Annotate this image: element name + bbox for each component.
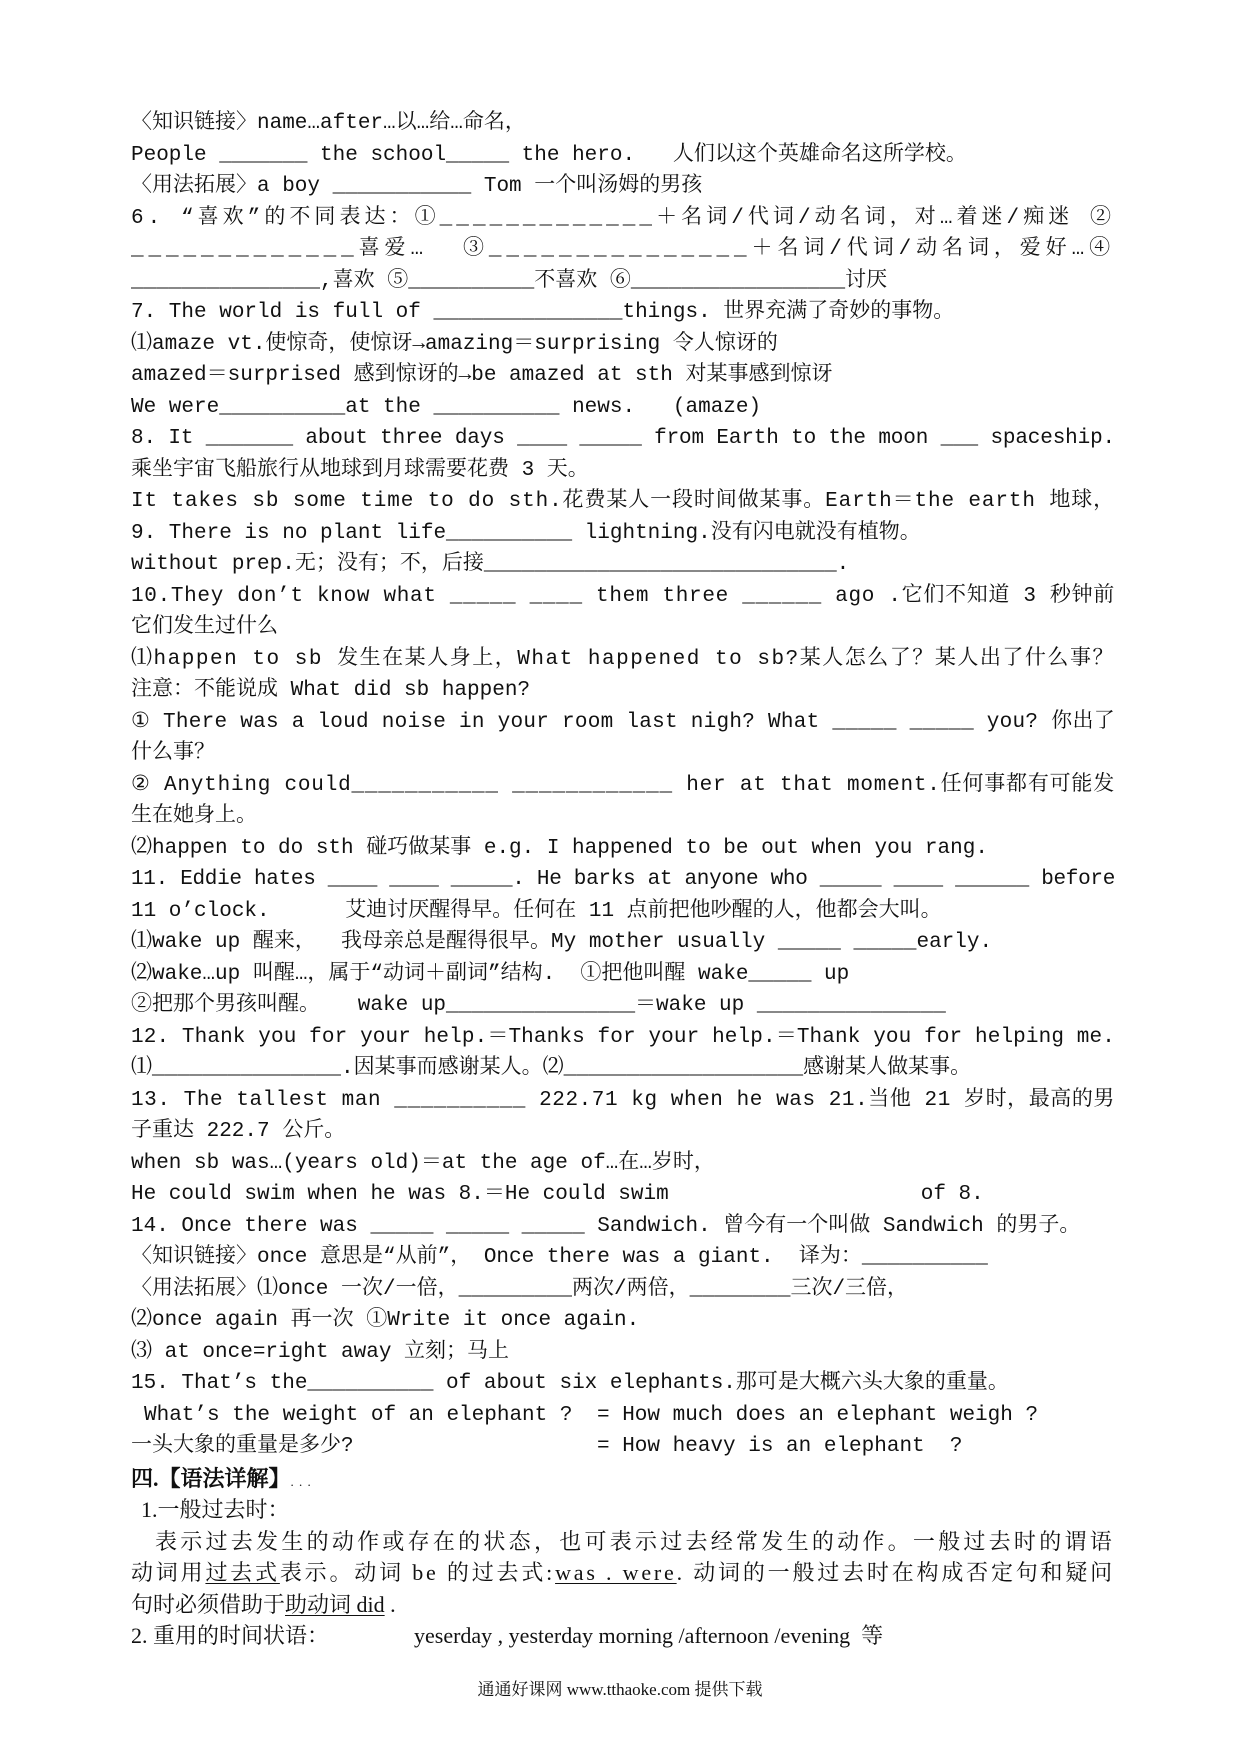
- line-text: 〈知识链接〉name…after…以…给…命名，: [131, 112, 526, 135]
- text-line: [131, 234, 1116, 266]
- weight-question-zh-line: [131, 1431, 1116, 1463]
- line-text: 生在她身上。: [131, 805, 257, 828]
- line-text: 12. Thank you for your help.＝Thanks for your help.＝Thank you for helping me.: [131, 1025, 1115, 1049]
- text-run: . 动词的一般过去时在构成否定句和疑问: [676, 1560, 1115, 1585]
- line-text: 〈用法拓展〉a boy ___________ Tom 一个叫汤姆的男孩: [131, 175, 703, 198]
- text-line: [131, 959, 1116, 991]
- underlined-term: was . were: [555, 1560, 677, 1585]
- text-line: [131, 644, 1116, 676]
- line-text: 11. Eddie hates ____ ____ _____. He barks at anyone who _____ ____ ______ before: [131, 868, 1115, 891]
- item-15-line: [131, 1368, 1116, 1400]
- item-14-line: [131, 1211, 1116, 1243]
- item-12-line: [131, 1022, 1116, 1054]
- line-text: ② Anything could___________ ____________ her at that moment.任何事都有可能发: [131, 773, 1115, 797]
- grammar-item-1-paragraph-line: [131, 1589, 1116, 1621]
- text-line: [131, 612, 1116, 644]
- line-text: 9. There is no plant life__________ lightning.没有闪电就没有植物。: [131, 521, 921, 545]
- weight-question-en: What’s the weight of an elephant ?: [144, 1403, 573, 1427]
- line-text: ⑵wake…up 叫醒…，属于“动词＋副词”结构. ①把他叫醒 wake_____ up: [131, 962, 850, 986]
- line-text: _______________,喜欢 ⑤__________不喜欢 ⑥_________________讨厌: [131, 269, 888, 293]
- line-text: when sb was…(years old)＝at the age of…在…岁时，: [131, 1151, 715, 1175]
- text-line: [131, 486, 1116, 518]
- grammar-heading: [131, 1463, 1116, 1495]
- line-text: 〈用法拓展〉⑴once 一次/一倍，_________两次/两倍，________三次/三倍，: [131, 1277, 909, 1301]
- weight-question-en-alt: = How much does an elephant weigh ?: [597, 1403, 1039, 1427]
- page-footer: 通通好课网 www.tthaoke.com 提供下载: [477, 1680, 763, 1699]
- text-run: 动词用: [131, 1560, 206, 1585]
- line-text: It takes sb some time to do sth.花费某人一段时间做某事。Earth＝the earth 地球，: [131, 490, 1115, 513]
- text-line: [131, 455, 1116, 487]
- line-text: 注意：不能说成 What did sb happen?: [131, 679, 531, 702]
- weight-question-zh: 一头大象的重量是多少?: [131, 1435, 354, 1458]
- line-text: 它们发生过什么: [131, 616, 278, 639]
- text-line: [131, 1116, 1116, 1148]
- item-13-line: [131, 1085, 1116, 1117]
- line-text: 13. The tallest man __________ 222.71 kg when he was 21.当他 21 岁时，最高的男: [131, 1088, 1115, 1112]
- line-text: ① There was a loud noise in your room last nigh? What _____ _____ you? 你出了: [131, 710, 1115, 734]
- worksheet-body: [131, 108, 1116, 1652]
- grammar-heading-text: 四.【语法详解】: [131, 1465, 291, 1491]
- weight-question-en-line: [131, 1400, 1116, 1432]
- text-run: 句时必须借助于: [131, 1591, 286, 1617]
- line-text: We were__________at the __________ news. (amaze): [131, 395, 762, 419]
- item-9-line: [131, 518, 1116, 550]
- line-text: ⑵once again 再一次 ①Write it once again.: [131, 1309, 640, 1332]
- item-10-line: [131, 581, 1116, 613]
- item-11-line: [131, 864, 1116, 896]
- text-line: [131, 1179, 1116, 1211]
- line-text: ⑴happen to sb 发生在某人身上，What happened to sb?某人怎么了？某人出了什么事？: [131, 647, 1115, 671]
- text-line: [131, 801, 1116, 833]
- line-text: 7. The world is full of _______________things. 世界充满了奇妙的事物。: [131, 301, 955, 324]
- item-6-line: [131, 203, 1116, 235]
- line-text: ⑴wake up 醒来， 我母亲总是醒得很早。My mother usually _____ _____early.: [131, 931, 993, 954]
- line-text: ⑴_______________.因某事而感谢某人。⑵___________________感谢某人做某事。: [131, 1057, 972, 1080]
- usage-extension-line: [131, 1274, 1116, 1306]
- text-line: [131, 927, 1116, 959]
- knowledge-link-line: [131, 108, 1116, 140]
- line-text: ②把那个男孩叫醒。 wake up_______________＝wake up _______________: [131, 994, 946, 1017]
- grammar-heading-dots: . . .: [290, 1473, 312, 1489]
- text-line: [131, 392, 1116, 424]
- text-line: [131, 1053, 1116, 1085]
- line-text: [131, 1557, 1115, 1589]
- text-line: [131, 738, 1116, 770]
- text-line: [131, 990, 1116, 1022]
- line-text: He could swim when he was 8.＝He could swim of 8.: [131, 1183, 984, 1206]
- line-text: 表示过去发生的动作或存在的状态，也可表示过去经常发生的动作。一般过去时的谓语: [155, 1528, 1115, 1554]
- line-text: 子重达 222.7 公斤。: [131, 1120, 346, 1143]
- underlined-term: 助动词 did: [285, 1591, 385, 1617]
- line-text: _____________喜爱… ③_______________＋名词/代词/动名词，爱好…④: [131, 238, 1115, 261]
- item-8-line: [131, 423, 1116, 455]
- line-text: 8. It _______ about three days ____ _____ from Earth to the moon ___ spaceship.: [131, 427, 1116, 450]
- text-line: [131, 1305, 1116, 1337]
- grammar-item-2-label: 2. 重用的时间状语：: [131, 1623, 330, 1648]
- line-text: ⑵happen to do sth 碰巧做某事 e.g. I happened to be out when you rang.: [131, 836, 988, 860]
- text-line: [131, 707, 1116, 739]
- line-text: 什么事？: [131, 742, 215, 765]
- usage-extension-line: [131, 171, 1116, 203]
- text-run: 表示。动词 be 的过去式:: [279, 1560, 556, 1585]
- text-line: [131, 1337, 1116, 1369]
- text-line: [131, 770, 1116, 802]
- line-text: [131, 1589, 396, 1621]
- grammar-item-1-paragraph-line: [131, 1526, 1116, 1558]
- grammar-item-1-paragraph-line: [131, 1557, 1116, 1589]
- line-text: 11 o’clock. 艾迪讨厌醒得早。任何在 11 点前把他吵醒的人，他都会大叫。: [131, 899, 942, 923]
- line-text: without prep.无；没有；不，后接____________________________.: [131, 553, 850, 576]
- line-text: 14. Once there was _____ _____ _____ Sandwich. 曾今有一个叫做 Sandwich 的男子。: [131, 1214, 1081, 1238]
- line-text: 15. That’s the__________ of about six elephants.那可是大概六头大象的重量。: [131, 1372, 1009, 1395]
- text-line: [131, 360, 1116, 392]
- text-line: [131, 896, 1116, 928]
- line-text: 乘坐宇宙飞船旅行从地球到月球需要花费 3 天。: [131, 458, 589, 482]
- underlined-term: 过去式: [205, 1560, 280, 1585]
- text-line: [131, 675, 1116, 707]
- text-run: .: [384, 1591, 396, 1617]
- text-line: [131, 833, 1116, 865]
- knowledge-link-line: [131, 1242, 1116, 1274]
- weight-question-zh-alt: = How heavy is an elephant ?: [597, 1435, 963, 1458]
- grammar-item-2-value: yeserday , yesterday morning /afternoon /evening 等: [414, 1623, 884, 1648]
- line-text: 10.They don’t know what _____ ____ them three ______ ago .它们不知道 3 秒钟前: [131, 584, 1115, 608]
- line-text: ⑶ at once=right away 立刻；马上: [131, 1340, 510, 1364]
- grammar-item-2-line: [131, 1620, 1116, 1652]
- text-line: [131, 549, 1116, 581]
- line-text: People _______ the school_____ the hero. 人们以这个英雄命名这所学校。: [131, 143, 967, 167]
- text-line: [131, 140, 1116, 172]
- line-text: 〈知识链接〉once 意思是“从前”， Once there was a giant. 译为：__________: [131, 1246, 988, 1269]
- text-line: [131, 266, 1116, 298]
- grammar-item-1-title-text: 1.一般过去时：: [141, 1497, 290, 1522]
- grammar-item-1-title: [131, 1494, 1116, 1526]
- text-line: [131, 1148, 1116, 1180]
- line-text: ⑴amaze vt.使惊奇，使惊讶→amazing＝surprising 令人惊讶的: [131, 332, 778, 356]
- line-text: 6. “喜欢”的不同表达：①_____________＋名词/代词/动名词，对…着迷/痴迷 ②: [131, 206, 1115, 230]
- item-7-line: [131, 297, 1116, 329]
- line-text: amazed＝surprised 感到惊讶的→be amazed at sth 对某事感到惊讶: [131, 364, 833, 387]
- text-line: [131, 329, 1116, 361]
